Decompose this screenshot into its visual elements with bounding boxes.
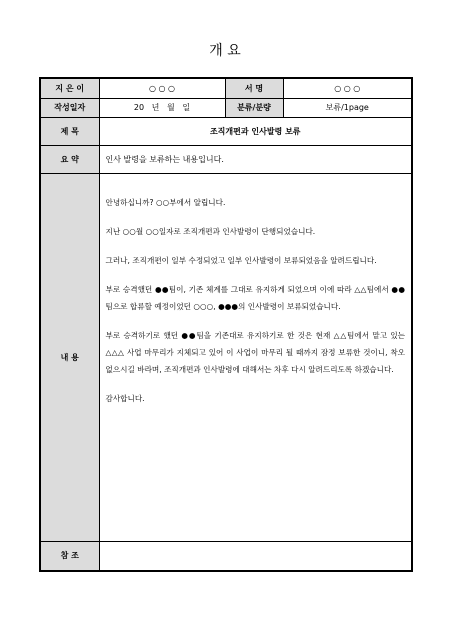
page-title — [0, 40, 450, 60]
category-label: 분류/분량 — [225, 98, 283, 117]
subject-label: 제 목 — [40, 117, 99, 145]
content-paragraph: 안녕하십니까? ○○부에서 알립니다. — [105, 197, 226, 207]
content-paragraph: 지난 ○○월 ○○일자로 조직개편과 인사발령이 단행되었습니다. — [105, 226, 316, 236]
content-label: 내 용 — [40, 173, 99, 541]
summary-label: 요 약 — [40, 145, 99, 173]
content-body — [99, 173, 412, 541]
signature-value: ○ ○ ○ — [283, 78, 412, 98]
summary-row — [40, 145, 412, 173]
page-title-text: 개 요 — [209, 43, 241, 59]
content-paragraph: 부로 승격하기로 했던 ●●팀을 기존대로 유지하기로 한 것은 현재 △△팀에서 맡고 있는 △△△ 사업 마무리가 지체되고 있어 이 사업이 마무리 될 때까지 잠정 보류한 것이니, 착오 없으시길 바라며, 조직개편과 인사발령에 대해서는 차후 다시 알려드리도록 하겠습니다. — [105, 330, 405, 374]
author-label: 지 은 이 — [40, 78, 99, 98]
content-paragraph: 그러나, 조직개편이 일부 수정되었고 일부 인사발령이 보류되었음을 알려드립니다. — [105, 255, 377, 265]
author-row — [40, 78, 412, 98]
subject-row — [40, 117, 412, 145]
reference-label: 참 조 — [40, 541, 99, 571]
date-row — [40, 98, 412, 117]
author-value: ○ ○ ○ — [99, 78, 225, 98]
content-row — [40, 173, 412, 541]
summary-value: 인사 발령을 보류하는 내용입니다. — [99, 145, 412, 173]
signature-label: 서 명 — [225, 78, 283, 98]
date-value: 20 년 월 일 — [99, 98, 225, 117]
reference-value — [99, 541, 412, 571]
content-paragraph: 부로 승격했던 ●●팀이, 기존 체계를 그대로 유지하게 되었으며 이에 따라 △△팀에서 ●●팀으로 합류할 예정이었던 ○○○, ●●●의 인사발령이 보류되었습니다. — [105, 284, 405, 311]
content-paragraph: 감사합니다. — [105, 393, 145, 403]
reference-row — [40, 541, 412, 571]
subject-value: 조직개편과 인사발령 보류 — [99, 117, 412, 145]
date-label: 작성일자 — [40, 98, 99, 117]
summary-form-table — [39, 77, 413, 572]
category-value: 보류/1page — [283, 98, 412, 117]
